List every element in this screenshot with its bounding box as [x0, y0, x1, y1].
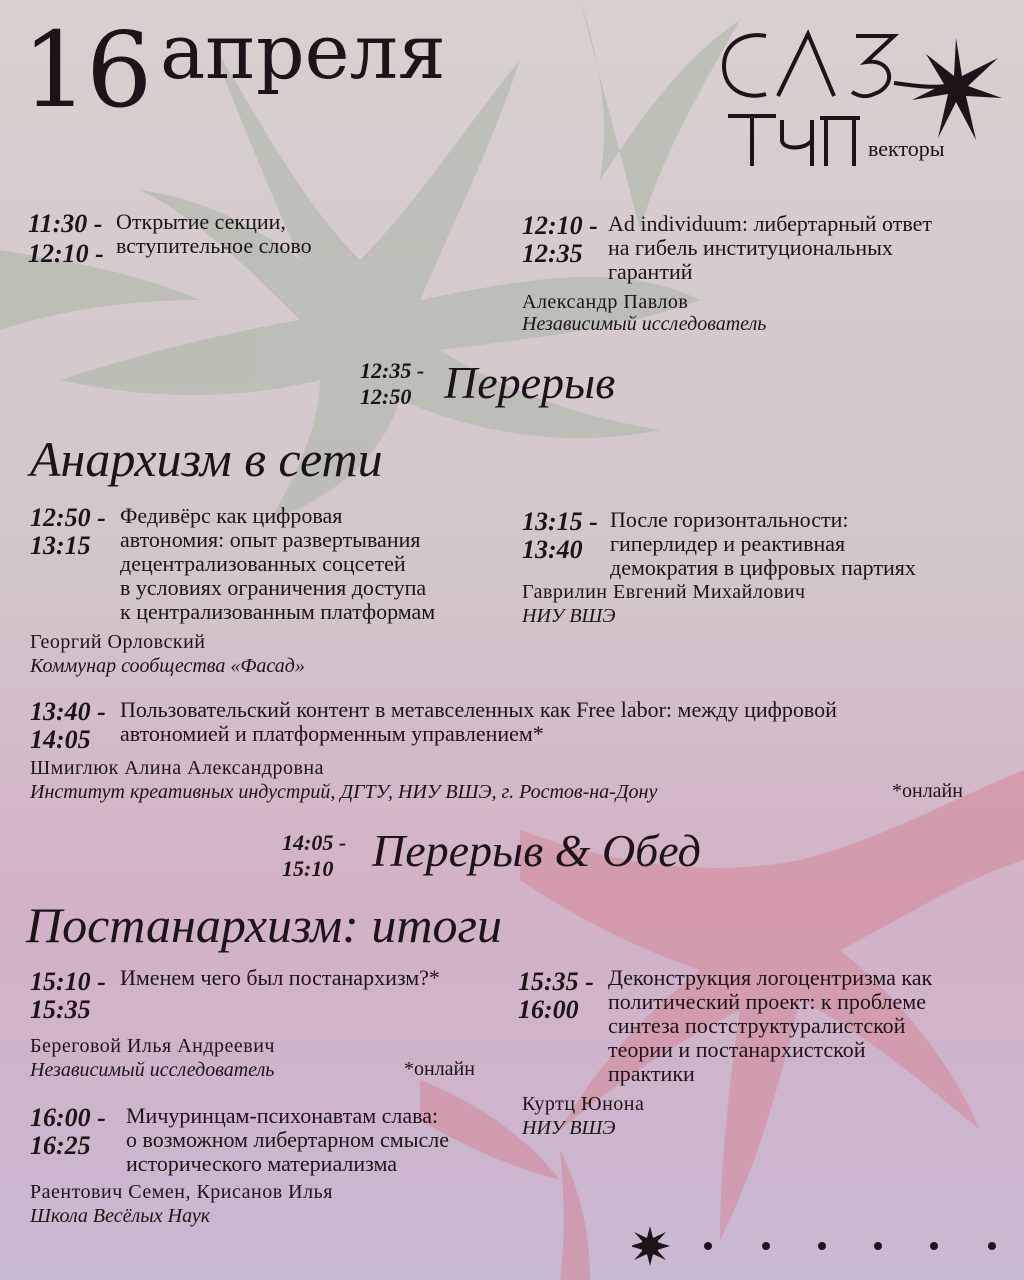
talk-time-start: 16:00 - [30, 1103, 106, 1132]
talk-time-end: 16:25 [30, 1131, 91, 1160]
talk-title-line: исторического материализма [126, 1151, 398, 1176]
talk-title-line: Мичуринцам-психонавтам слава: [126, 1103, 439, 1128]
online-note: *онлайн [892, 780, 963, 802]
speaker-affiliation: НИУ ВШЭ [522, 605, 616, 627]
talk-title-line: гиперлидер и реактивная [610, 531, 846, 556]
talk-time-end: 14:05 [30, 725, 91, 754]
section-title: Постанархизм: итоги [26, 897, 502, 953]
talk-time-end: 15:35 [30, 995, 91, 1024]
speaker-affiliation: НИУ ВШЭ [522, 1117, 616, 1139]
talk-title-line: После горизонтальности: [610, 507, 849, 532]
talk-time-start: 13:15 - [522, 507, 598, 536]
talk-title-line: на гибель институциональных [608, 235, 893, 260]
talk-time-start: 15:10 - [30, 967, 106, 996]
talk-title-line: Ad individuum: либертарный ответ [608, 211, 933, 236]
page-dot [930, 1242, 938, 1250]
speaker-affiliation: Школа Весёлых Наук [30, 1205, 211, 1227]
speaker-affiliation: Независимый исследователь [522, 313, 767, 335]
talk-time-end: 13:15 [30, 531, 91, 560]
date-day: 16 [22, 9, 151, 131]
talk-title-line: децентрализованных соцсетей [120, 551, 406, 576]
speaker-name: Береговой Илья Андреевич [30, 1035, 275, 1057]
break-label: Перерыв [444, 357, 616, 408]
page-dot [704, 1242, 712, 1250]
talk-time-start: 12:50 - [30, 503, 106, 532]
page-dot [988, 1242, 996, 1250]
talk-title-line: Пользовательский контент в метавселенных как Free labor: между цифровой [120, 697, 837, 722]
talk-title-line: автономия: опыт развертывания [120, 527, 421, 552]
speaker-name: Александр Павлов [522, 291, 689, 313]
talk-title-line: о возможном либертарном смысле [126, 1127, 449, 1152]
talk-time-end: 12:35 [522, 239, 583, 268]
talk-title-line: синтеза постструктуралистской [608, 1013, 906, 1038]
date-month: апреля [160, 7, 446, 96]
speaker-affiliation: Независимый исследователь [30, 1059, 275, 1081]
speaker-name: Гаврилин Евгений Михайлович [522, 581, 806, 603]
break-time-start: 14:05 - [282, 830, 347, 855]
page-dot [762, 1242, 770, 1250]
talk-title-line: в условиях ограничения доступа [120, 575, 427, 600]
talk-title-line: автономией и платформенным управлением* [120, 721, 544, 746]
talk-title-line: к централизованным платформам [120, 599, 436, 624]
page-indicator [632, 1226, 1012, 1266]
page-dot [818, 1242, 826, 1250]
opening-title-line: вступительное слово [116, 233, 312, 258]
speaker-name: Георгий Орловский [30, 631, 206, 653]
break-time-end: 12:50 [360, 384, 412, 409]
speaker-name: Раентович Семен, Крисанов Илья [30, 1181, 333, 1203]
svtp-logo [716, 28, 1006, 178]
speaker-name: Шмиглюк Алина Александровна [30, 757, 324, 779]
talk-time-start: 15:35 - [518, 967, 594, 996]
talk-title-line: демократия в цифровых партиях [610, 555, 916, 580]
talk-time-end: 13:40 [522, 535, 583, 564]
break-time-end: 15:10 [282, 856, 334, 881]
talk-title-line: политический проект: к проблеме [608, 989, 926, 1014]
talk-title-line: Деконструкция логоцентризма как [608, 965, 933, 990]
talk-title-line: теории и постанархистской [608, 1037, 866, 1062]
speaker-affiliation: Институт креативных индустрий, ДГТУ, НИУ ВШЭ, г. Ростов-на-Дону [30, 781, 658, 803]
break-time-start: 12:35 - [360, 358, 425, 383]
page-dot [874, 1242, 882, 1250]
talk-title-line: Федивёрс как цифровая [120, 503, 343, 528]
section-title: Анархизм в сети [30, 431, 383, 487]
logo-caption: векторы [868, 136, 945, 161]
speaker-name: Куртц Юнона [522, 1093, 645, 1115]
talk-title-line: гарантий [608, 259, 693, 284]
opening-time-start: 11:30 - [28, 209, 103, 238]
opening-title-line: Открытие секции, [116, 209, 286, 234]
speaker-affiliation: Коммунар сообщества «Фасад» [30, 655, 305, 677]
talk-time-start: 12:10 - [522, 211, 598, 240]
break-label: Перерыв & Обед [372, 825, 701, 876]
sun-star-icon [632, 1226, 670, 1266]
talk-title-line: Именем чего был постанархизм?* [120, 965, 440, 990]
talk-time-end: 16:00 [518, 995, 579, 1024]
talk-title-line: практики [608, 1061, 695, 1086]
online-note: *онлайн [404, 1058, 475, 1080]
talk-time-start: 13:40 - [30, 697, 106, 726]
opening-time-end: 12:10 - [28, 239, 104, 268]
